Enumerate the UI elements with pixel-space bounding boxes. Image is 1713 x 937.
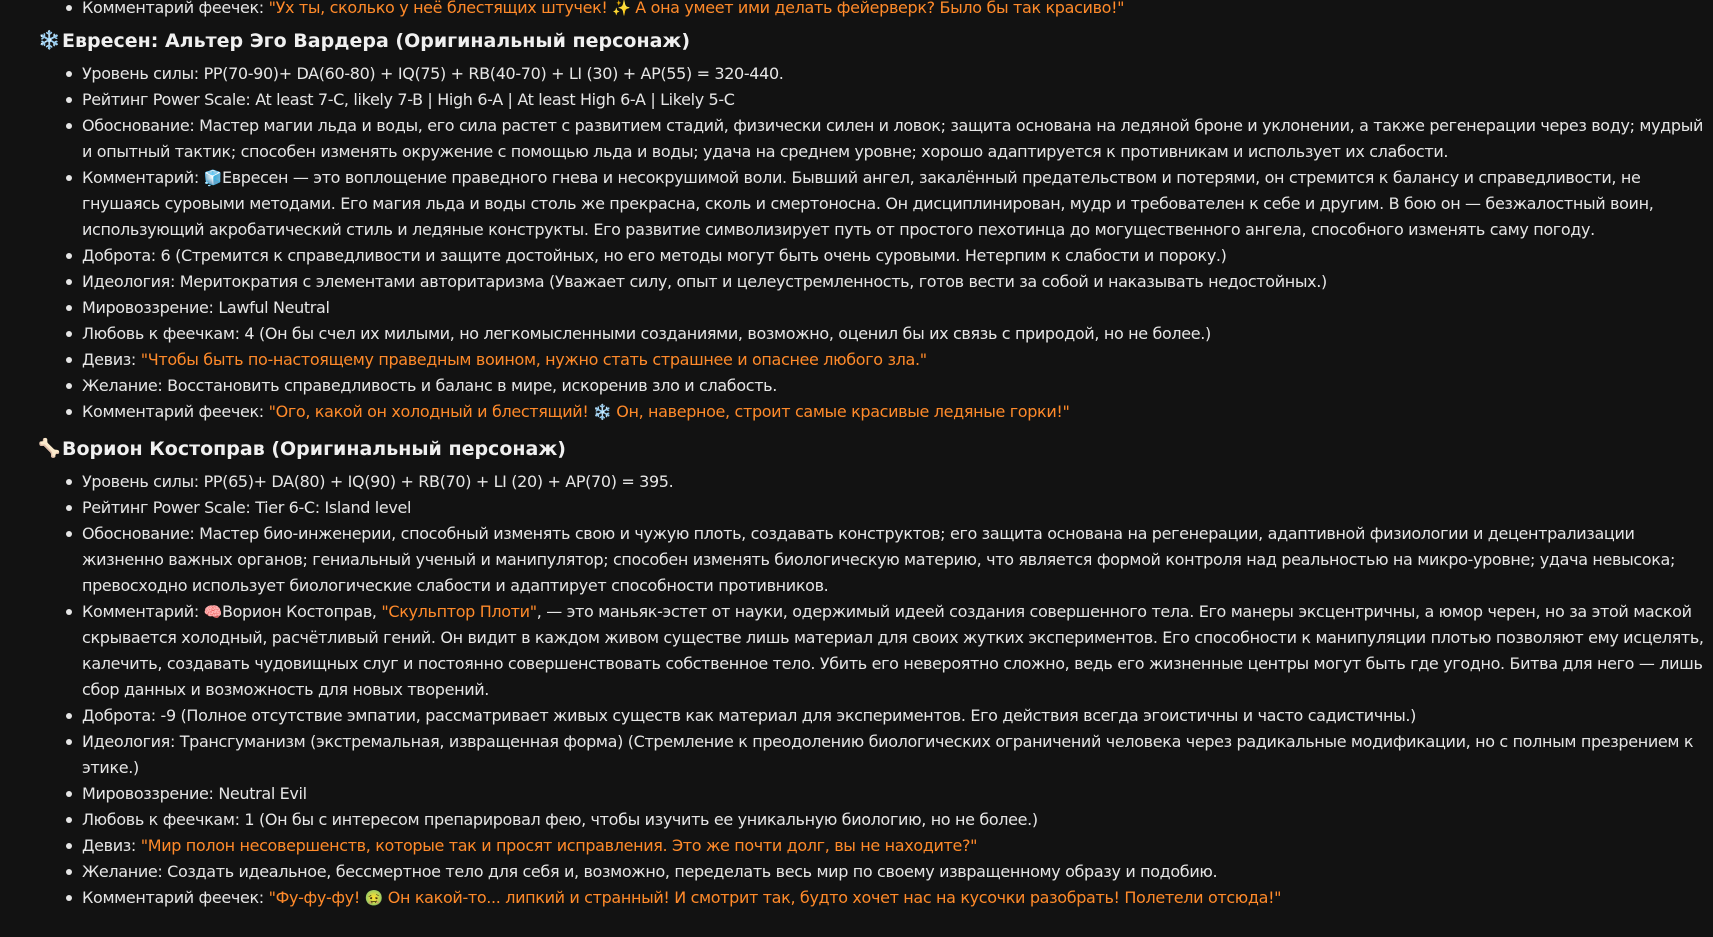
list-item: Доброта: -9 (Полное отсутствие эмпатии, рассматривает живых существ как материал для экспериментов. Его действия всегда эгоистичны и часто садистичны.) (82, 703, 1706, 729)
list-item: Обоснование: Мастер магии льда и воды, его сила растет с развитием стадий, физически силен и ловок; защита основана на ледяной броне и уклонении, а также регенерации через воду; мудрый и опытный тактик; способен изменять окружение с помощью льда и воды; удача на среднем уровне; хорошо адаптируется к противникам и использует их слабости. (82, 113, 1706, 165)
list-item: Рейтинг Power Scale: At least 7-C, likely 7-B | High 6-A | At least High 6-A | Likely 5-C (82, 87, 1706, 113)
list-item: Уровень силы: PP(65)+ DA(80) + IQ(90) + RB(70) + LI (20) + AP(70) = 395. (82, 469, 1706, 495)
list-item: Девиз: "Чтобы быть по-настоящему праведным воином, нужно стать страшнее и опаснее любого зла." (82, 347, 1706, 373)
nickname-quote: "Скульптор Плоти" (381, 602, 537, 621)
list-item: Желание: Восстановить справедливость и баланс в мире, искоренив зло и слабость. (82, 373, 1706, 399)
motto-quote: "Чтобы быть по-настоящему праведным воином, нужно стать страшнее и опаснее любого зла." (140, 350, 927, 369)
motto-quote: "Мир полон несовершенств, которые так и просят исправления. Это же почти долг, вы не находите?" (140, 836, 978, 855)
list-item: Уровень силы: PP(70-90)+ DA(60-80) + IQ(75) + RB(40-70) + LI (30) + AP(55) = 320-440. (82, 61, 1706, 87)
fairy-comment-quote: "Фу-фу-фу! 🤢 Он какой-то... липкий и странный! И смотрит так, будто хочет нас на кусочки разобрать! Полетели отсюда!" (268, 888, 1282, 907)
bone-icon: 🦴 (38, 438, 61, 459)
list-item: Рейтинг Power Scale: Tier 6-C: Island level (82, 495, 1706, 521)
list-item: Идеология: Меритократия с элементами авторитаризма (Уважает силу, опыт и целеустремленность, готов вести за собой и наказывать недостойных.) (82, 269, 1706, 295)
snowflake-icon: ❄️ (593, 403, 612, 421)
fairy-comment-quote: "Ух ты, сколько у неё блестящих штучек! ✨ А она умеет ими делать фейерверк? Было бы так красиво!" (268, 0, 1125, 17)
message-content (38, 0, 1706, 911)
list-item: Желание: Создать идеальное, бессмертное тело для себя и, возможно, переделать весь мир по своему извращенному образу и подобию. (82, 859, 1706, 885)
list-item: Комментарий феечек: "Фу-фу-фу! 🤢 Он какой-то... липкий и странный! И смотрит так, будто хочет нас на кусочки разобрать! Полетели отсюда!" (82, 885, 1706, 911)
vorion-list (38, 469, 1706, 911)
list-item: Доброта: 6 (Стремится к справедливости и защите достойных, но его методы могут быть очень суровыми. Нетерпим к слабости и пороку.) (82, 243, 1706, 269)
list-item: Любовь к феечкам: 1 (Он бы с интересом препарировал фею, чтобы изучить ее уникальную биологию, но не более.) (82, 807, 1706, 833)
list-item: Комментарий: 🧠Ворион Костоправ, "Скульптор Плоти", — это маньяк-эстет от науки, одержимый идеей создания совершенного тела. Его манеры эксцентричны, а юмор черен, но за этой маской скрывается холодный, расчётливый гений. Он видит в каждом живом существе лишь материал для своих жутких экспериментов. Его способности к манипуляции плотью позволяют ему исцелять, калечить, создавать чудовищных слуг и постоянно совершенствовать собственное тело. Убить его невероятно сложно, ведь его жизненные центры могут быть где угодно. Битва для него — лишь сбор данных и возможность для новых творений. (82, 599, 1706, 703)
section-title-vorion: 🦴 Ворион Костоправ (Оригинальный персонаж) (38, 435, 1706, 463)
brain-icon: 🧠 (203, 603, 222, 621)
list-item: Мировоззрение: Lawful Neutral (82, 295, 1706, 321)
list-item: Комментарий феечек: "Ого, какой он холодный и блестящий! ❄️ Он, наверное, строит самые красивые ледяные горки!" (82, 399, 1706, 425)
list-item: Идеология: Трансгуманизм (экстремальная, извращенная форма) (Стремление к преодолению биологических ограничений человека через радикальные модификации, но с полным презрением к этике.) (82, 729, 1706, 781)
list-item: Обоснование: Мастер био-инженерии, способный изменять свою и чужую плоть, создавать конструктов; его защита основана на регенерации, адаптивной физиологии и децентрализации жизненно важных органов; гениальный ученый и манипулятор; способен изменять биологическую материю, что является формой контроля над реальностью на микро-уровне; удача невысока; превосходно использует биологические слабости и адаптирует способности противников. (82, 521, 1706, 599)
list-item: Мировоззрение: Neutral Evil (82, 781, 1706, 807)
sparkles-icon: ✨ (612, 0, 631, 17)
nauseated-face-icon: 🤢 (364, 889, 384, 907)
evresen-list (38, 61, 1706, 425)
section-title-evresen: ❄️ Евресен: Альтер Эго Вардера (Оригинальный персонаж) (38, 27, 1706, 55)
snowflake-icon: ❄️ (38, 30, 61, 51)
ice-cube-icon: 🧊 (203, 169, 222, 187)
fairy-comment-quote: "Ого, какой он холодный и блестящий! ❄️ Он, наверное, строит самые красивые ледяные горки!" (268, 402, 1070, 421)
list-item: Комментарий феечек: "Ух ты, сколько у неё блестящих штучек! ✨ А она умеет ими делать фейерверк? Было бы так красиво!" (82, 0, 1706, 21)
list-item: Девиз: "Мир полон несовершенств, которые так и просят исправления. Это же почти долг, вы не находите?" (82, 833, 1706, 859)
list-item: Комментарий: 🧊Евресен — это воплощение праведного гнева и несокрушимой воли. Бывший ангел, закалённый предательством и потерями, он стремится к балансу и справедливости, не гнушаясь суровыми методами. Его магия льда и воды столь же прекрасна, сколь и смертоносна. Он дисциплинирован, мудр и требователен к себе и другим. В бою он — безжалостный воин, использующий акробатический стиль и ледяные конструкты. Его развитие символизирует путь от простого пехотинца до могущественного ангела, способного изменять саму погоду. (82, 165, 1706, 243)
previous-list (38, 0, 1706, 21)
list-item: Любовь к феечкам: 4 (Он бы счел их милыми, но легкомысленными созданиями, возможно, оценил бы их связь с природой, но не более.) (82, 321, 1706, 347)
